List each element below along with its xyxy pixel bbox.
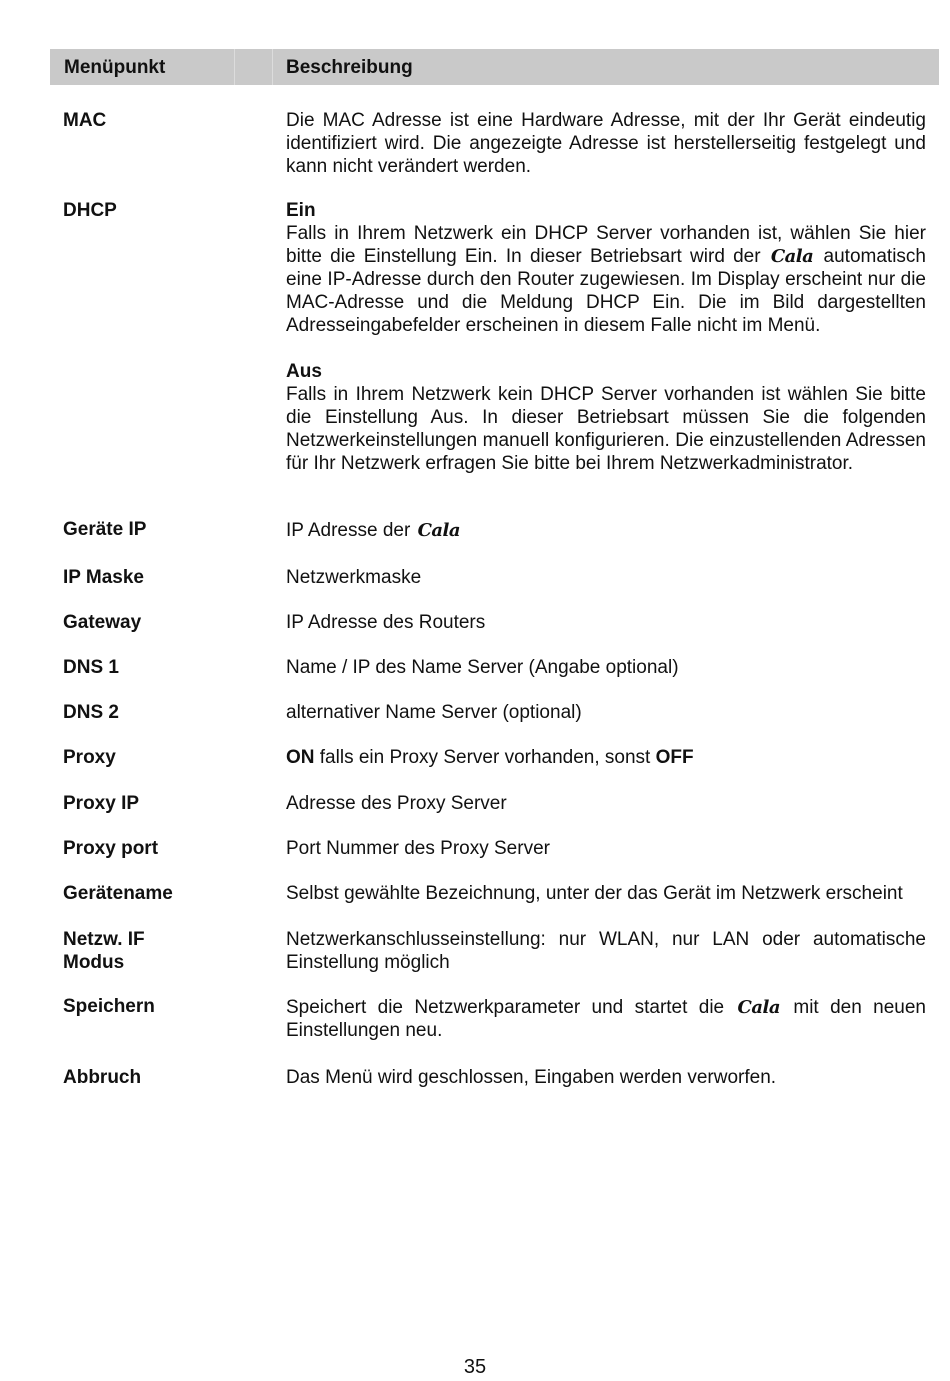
desc-speichern	[286, 996, 926, 1042]
term-geraetename: Gerätename	[63, 883, 173, 904]
desc-abbruch: Das Menü wird geschlossen, Eingaben werden verworfen.	[286, 1067, 777, 1088]
dhcp-ein-text-a: Falls in Ihrem Netzwerk ein DHCP Server vorhanden ist, wählen Sie hier bitte die Einstellung Ein. In dieser Betriebsart wird der	[286, 223, 926, 267]
geraete-ip-text: IP Adresse der	[286, 520, 411, 541]
term-dns1: DNS 1	[63, 657, 119, 678]
desc-dhcp-ein	[286, 222, 926, 337]
header-menupunkt: Menüpunkt	[64, 57, 166, 78]
header-divider	[272, 49, 273, 85]
desc-dns2: alternativer Name Server (optional)	[286, 702, 582, 723]
page-number: 35	[463, 1356, 487, 1378]
term-proxy: Proxy	[63, 747, 116, 768]
cala-logo: Cala	[737, 997, 780, 1018]
desc-geraete-ip	[286, 519, 926, 542]
header-divider	[234, 49, 235, 85]
dhcp-ein-title: Ein	[286, 200, 316, 221]
term-gateway: Gateway	[63, 612, 142, 633]
term-dns2: DNS 2	[63, 702, 119, 723]
term-mac: MAC	[63, 110, 107, 131]
header-beschreibung: Beschreibung	[286, 57, 413, 78]
desc-dhcp-ein-title	[286, 199, 926, 222]
term-geraete-ip: Geräte IP	[63, 519, 147, 540]
proxy-off: OFF	[655, 747, 694, 768]
speichern-text-a: Speichert die Netzwerkparameter und startet die	[286, 997, 725, 1018]
speichern-text-b: mit den neuen Einstellungen neu.	[286, 997, 926, 1041]
term-ip-maske: IP Maske	[63, 567, 144, 588]
table-header	[50, 49, 939, 85]
term-proxy-port: Proxy port	[63, 838, 159, 859]
cala-logo: Cala	[770, 246, 814, 267]
desc-dns1: Name / IP des Name Server (Angabe optional)	[286, 657, 679, 678]
desc-gateway: IP Adresse des Routers	[286, 612, 486, 633]
cala-logo: Cala	[417, 520, 461, 541]
desc-mac: Die MAC Adresse ist eine Hardware Adresse, mit der Ihr Gerät eindeutig identifiziert wird. Die angezeigte Adresse ist herstellerseitig festgelegt und kann nicht verändert werden.	[286, 110, 926, 177]
desc-proxy	[286, 746, 926, 769]
term-netzw-if-line1: Netzw. IF	[63, 929, 145, 950]
desc-dhcp-aus-title	[286, 360, 926, 383]
desc-ip-maske: Netzwerkmaske	[286, 567, 422, 588]
desc-proxy-port: Port Nummer des Proxy Server	[286, 838, 550, 859]
desc-proxy-ip: Adresse des Proxy Server	[286, 793, 507, 814]
desc-geraetename: Selbst gewählte Bezeichnung, unter der das Gerät im Netzwerk erscheint	[286, 883, 903, 904]
term-dhcp: DHCP	[63, 200, 117, 221]
term-netzw-if	[63, 928, 263, 974]
dhcp-aus-title: Aus	[286, 361, 322, 382]
desc-netzw-if: Netzwerkanschlusseinstellung: nur WLAN, nur LAN oder automatische Einstellung möglich	[286, 929, 926, 973]
term-netzw-if-line2: Modus	[63, 952, 125, 973]
term-abbruch: Abbruch	[63, 1067, 142, 1088]
proxy-on: ON	[286, 747, 315, 768]
desc-dhcp-aus: Falls in Ihrem Netzwerk kein DHCP Server vorhanden ist wählen Sie bitte die Einstellung Aus. In dieser Betriebsart müssen Sie die folgenden Netzwerkeinstellungen manuell konfigurieren. Die einzustellenden Adressen für Ihr Netzwerk erfragen Sie bitte bei Ihrem Netzwerkadministrator.	[286, 384, 926, 474]
dhcp-ein-text-b: automatisch eine IP-Adresse durch den Router zugewiesen. Im Display erscheint nur die MAC-Adresse und die Meldung DHCP Ein. Die im Bild dargestellten Adresseingabefelder erscheinen in diesem Falle nicht im Menü.	[286, 246, 926, 336]
term-proxy-ip: Proxy IP	[63, 793, 140, 814]
term-speichern: Speichern	[63, 996, 155, 1017]
proxy-mid: falls ein Proxy Server vorhanden, sonst	[314, 747, 656, 768]
